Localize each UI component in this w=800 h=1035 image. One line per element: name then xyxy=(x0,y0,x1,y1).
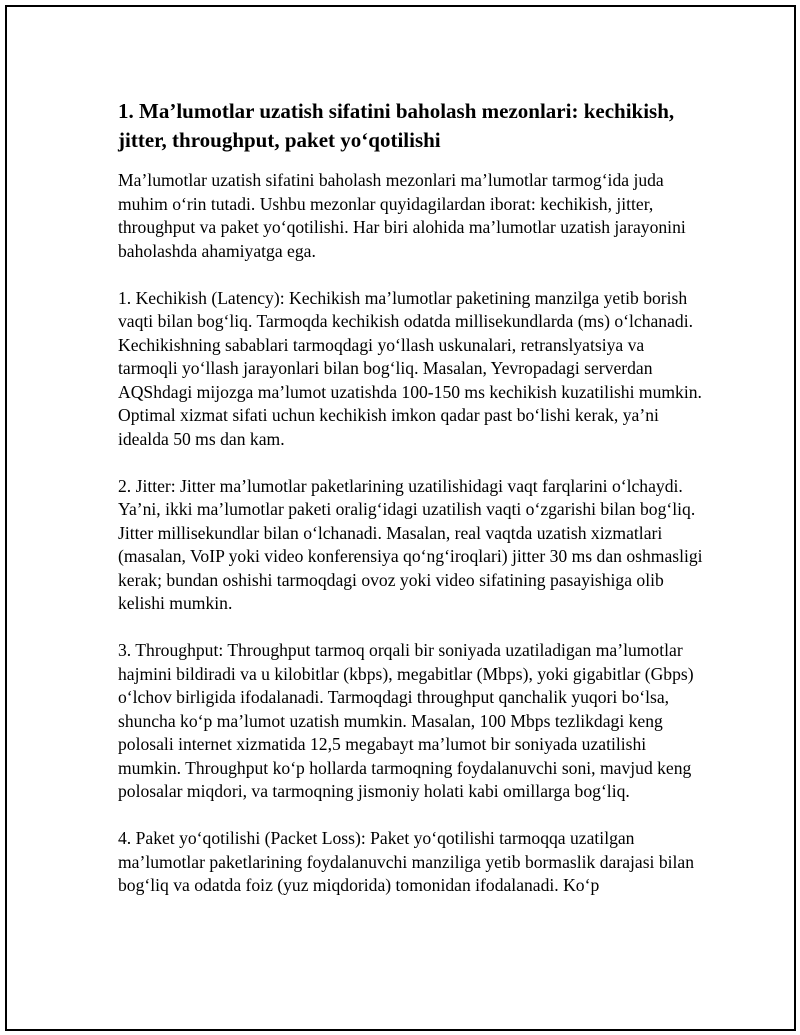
document-body xyxy=(118,97,708,898)
packet-loss-paragraph: 4. Paket yo‘qotilishi (Packet Loss): Paket yo‘qotilishi tarmoqqa uzatilgan ma’lumotlar paketlarining foydalanuvchi manziliga yetib bormaslik darajasi bilan bog‘liq va odatda foiz (yuz miqdorida) tomonidan ifodalanadi. Ko‘p xyxy=(118,828,695,895)
jitter-paragraph: 2. Jitter: Jitter ma’lumotlar paketlarining uzatilishidagi vaqt farqlarini o‘lchaydi. Ya’ni, ikki ma’lumotlar paketi oralig‘idagi uzatilish vaqti o‘zgarishi bilan bog‘liq. Jitter millisekundlar bilan o‘lchanadi. Masalan, real vaqtda uzatish xizmatlari (masalan, VoIP yoki video konferensiya qo‘ng‘iroqlari) jitter 30 ms dan oshmasligi kerak; bundan oshishi tarmoqdagi ovoz yoki video sifatining pasayishiga olib kelishi mumkin. xyxy=(118,475,703,613)
intro-paragraph: Ma’lumotlar uzatish sifatini baholash mezonlari ma’lumotlar tarmog‘ida juda muhim o‘rin tutadi. Ushbu mezonlar quyidagilardan iborat: kechikish, jitter, throughput va paket yo‘qotilishi. Har biri alohida ma’lumotlar uzatish jarayonini baholashda ahamiyatga ega. xyxy=(118,170,686,261)
throughput-paragraph: 3. Throughput: Throughput tarmoq orqali bir soniyada uzatiladigan ma’lumotlar hajmini bildiradi va u kilobitlar (kbps), megabitlar (Mbps), yoki gigabitlar (Gbps) o‘lchov birligida ifodalanadi. Tarmoqdagi throughput qanchalik yuqori bo‘lsa, shuncha ko‘p ma’lumot uzatish mumkin. Masalan, 100 Mbps tezlikdagi keng polosali internet xizmatida 12,5 megabayt ma’lumot bir soniyada uzatilishi mumkin. Throughput ko‘p hollarda tarmoqning foydalanuvchi soni, mavjud keng polosalar miqdori, va tarmoqning jismoniy holati kabi omillarga bog‘liq. xyxy=(118,640,694,801)
latency-paragraph: 1. Kechikish (Latency): Kechikish ma’lumotlar paketining manzilga yetib borish vaqti bilan bog‘liq. Tarmoqda kechikish odatda millisekundlarda (ms) o‘lchanadi. Kechikishning sabablari tarmoqdagi yo‘llash uskunalari, retranslyatsiya va tarmoqli yo‘llash jarayonlari bilan bog‘liq. Masalan, Yevropadagi serverdan AQShdagi mijozga ma’lumot uzatishda 100-150 ms kechikish kuzatilishi mumkin. Optimal xizmat sifati uchun kechikish imkon qadar past bo‘lishi kerak, ya’ni idealda 50 ms dan kam. xyxy=(118,287,702,449)
section-heading: 1. Ma’lumotlar uzatish sifatini baholash mezonlari: kechikish, jitter, throughput, paket yo‘qotilishi xyxy=(118,99,675,152)
page-frame xyxy=(5,5,796,1031)
